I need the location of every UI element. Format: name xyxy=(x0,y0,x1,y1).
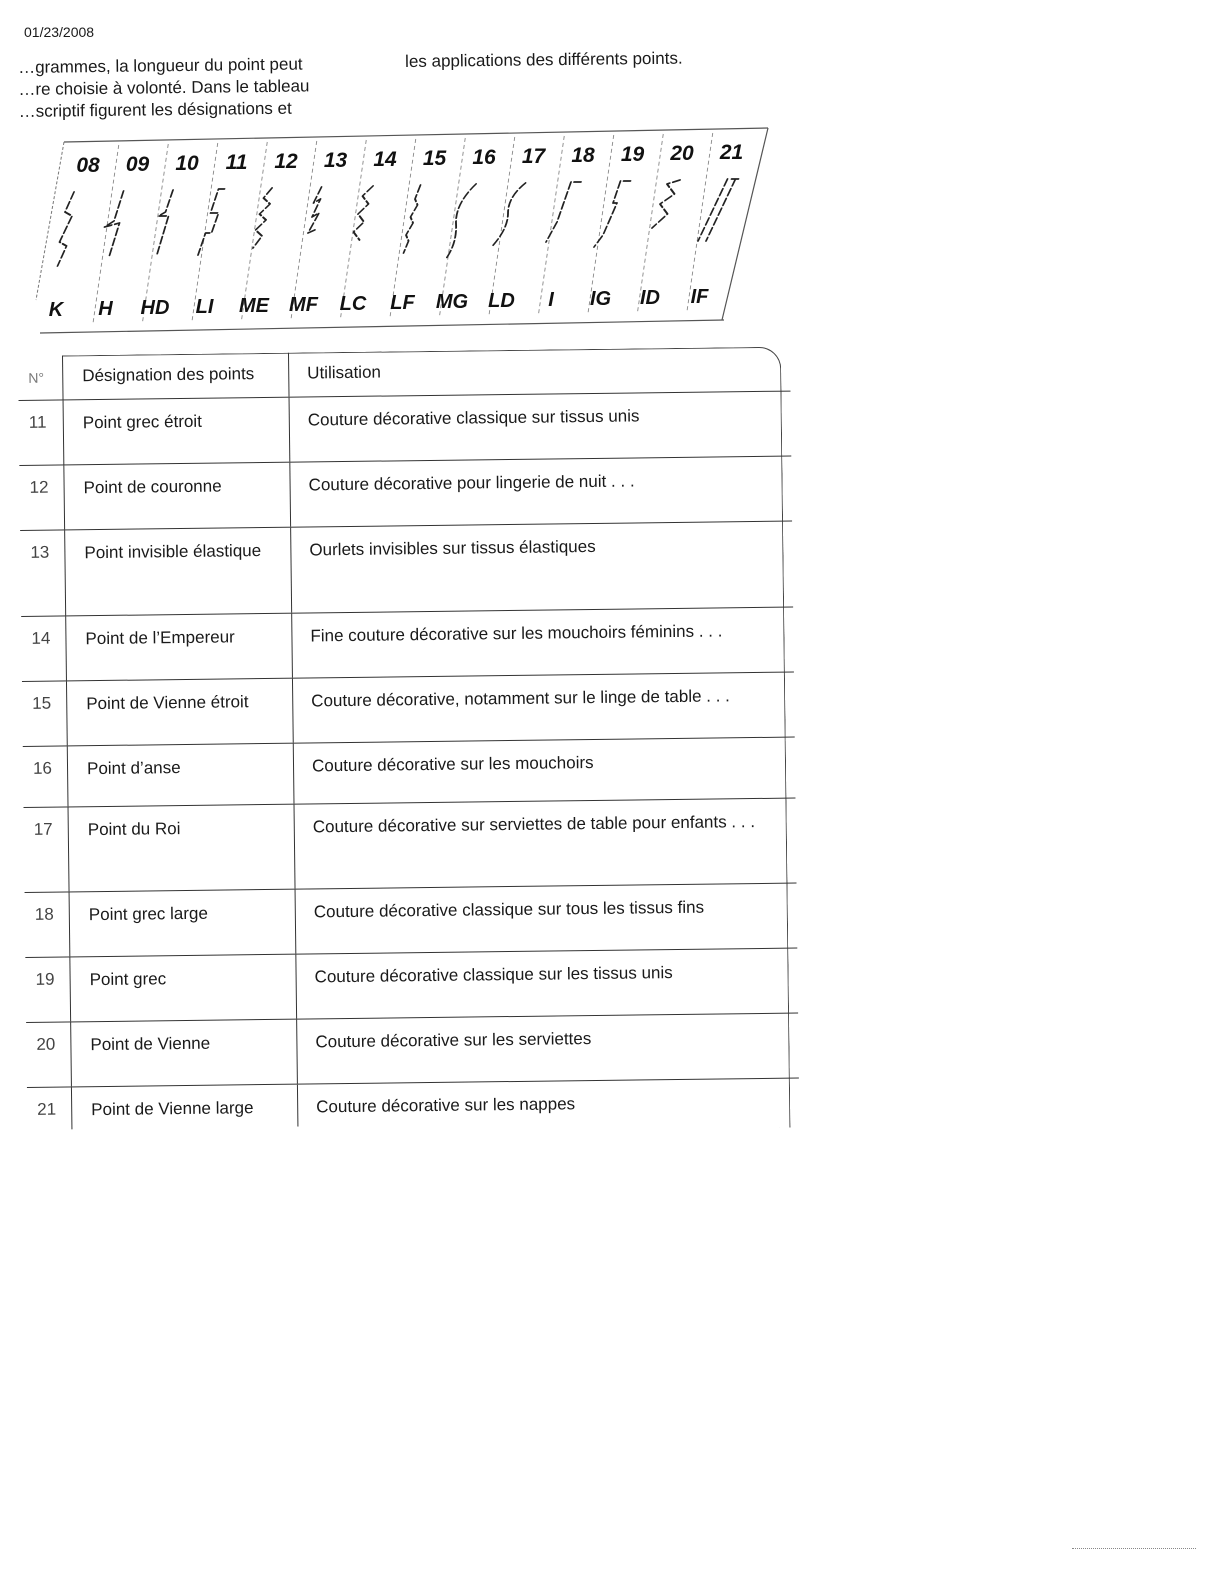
row-utilisation: Couture décorative, notamment sur le linge de table . . . xyxy=(292,673,795,743)
row-utilisation: Couture décorative classique sur tous les tissus fins xyxy=(295,884,798,954)
stitch-code-label: MG xyxy=(435,291,469,313)
table-row xyxy=(26,1014,799,1088)
chart-column-separator xyxy=(588,135,614,315)
stitch-number-label: 16 xyxy=(472,146,496,169)
stitch-number-label: 15 xyxy=(422,147,447,170)
row-designation: Point invisible élastique xyxy=(64,528,291,616)
stitch-number-label: 09 xyxy=(125,153,150,176)
table-row xyxy=(25,949,798,1023)
row-number: 16 xyxy=(32,758,53,778)
table-row xyxy=(24,799,797,893)
stitch-pattern-symbol xyxy=(52,192,80,266)
stitch-pattern-symbol xyxy=(198,189,224,255)
row-designation: Point grec étroit xyxy=(63,398,290,465)
row-designation: Point grec large xyxy=(69,890,296,957)
stitch-number-label: 14 xyxy=(373,148,397,171)
chart-column-separator xyxy=(439,138,465,318)
stitch-pattern-symbol xyxy=(352,186,373,240)
header-utilisation: Utilisation xyxy=(288,347,791,397)
row-designation: Point de Vienne large xyxy=(71,1085,297,1130)
table-row xyxy=(19,392,792,466)
stitch-code-label: HD xyxy=(140,297,170,319)
stitch-pattern-symbol xyxy=(546,182,581,242)
row-utilisation: Couture décorative pour lingerie de nuit . . . xyxy=(289,457,792,527)
stitch-table xyxy=(18,347,799,1130)
chart-left-edge xyxy=(36,142,64,300)
stitch-number-label: 21 xyxy=(719,141,744,164)
row-number: 17 xyxy=(33,819,53,839)
chart-right-edge xyxy=(722,128,768,320)
table-row xyxy=(25,884,798,958)
stitch-pattern-symbol xyxy=(594,181,630,247)
stitch-code-label: IF xyxy=(690,286,709,308)
intro-line: …re choisie à volonté. Dans le tableau xyxy=(18,76,310,99)
chart-column-separator xyxy=(192,143,218,323)
chart-column-separator xyxy=(291,141,317,321)
intro-line: …grammes, la longueur du point peut xyxy=(18,54,303,77)
table-row xyxy=(23,738,796,808)
table-row xyxy=(21,608,794,682)
chart-top-rule xyxy=(64,128,768,142)
row-utilisation: Fine couture décorative sur les mouchoirs féminins . . . xyxy=(291,608,794,678)
stitch-code-label: H xyxy=(98,298,113,320)
stitch-code-label: I xyxy=(548,289,554,311)
stitch-number-label: 17 xyxy=(521,145,546,168)
row-designation: Point de l’Empereur xyxy=(65,614,292,681)
row-number: 21 xyxy=(37,1099,57,1119)
stitch-number-label: 08 xyxy=(76,154,100,177)
stitch-number-label: 11 xyxy=(225,151,248,174)
row-utilisation: Couture décorative sur les mouchoirs xyxy=(293,738,796,804)
row-utilisation: Couture décorative sur les serviettes xyxy=(296,1014,799,1084)
stitch-number-label: 13 xyxy=(323,149,348,172)
chart-column-separator xyxy=(538,136,564,316)
stitch-pattern-symbol xyxy=(306,187,327,233)
row-utilisation: Ourlets invisibles sur tissus élastiques xyxy=(290,522,793,613)
stitch-pattern-symbol xyxy=(251,188,274,248)
row-utilisation: Couture décorative sur les nappes xyxy=(297,1079,799,1127)
chart-column-separator xyxy=(93,145,119,325)
stitch-code-label: ID xyxy=(640,287,660,309)
chart-column-separator xyxy=(390,139,416,319)
row-designation: Point de Vienne xyxy=(70,1020,297,1087)
intro-paragraph-right: les applications des différents points. xyxy=(405,48,683,71)
chart-column-separator xyxy=(340,140,366,320)
stitch-code-label: MF xyxy=(289,294,318,316)
stitch-pattern-symbol xyxy=(698,179,741,241)
row-number: 18 xyxy=(34,904,54,924)
table-row xyxy=(22,673,795,747)
stitch-number-label: 20 xyxy=(670,142,694,165)
row-number: 11 xyxy=(28,412,47,432)
stitch-code-label: IG xyxy=(589,288,612,310)
row-utilisation: Couture décorative classique sur tissus unis xyxy=(289,392,792,462)
row-number: 14 xyxy=(31,628,51,648)
row-utilisation: Couture décorative sur serviettes de table pour enfants . . . xyxy=(294,799,797,889)
row-designation: Point de Vienne étroit xyxy=(66,679,293,746)
row-designation: Point grec xyxy=(69,955,296,1022)
intro-paragraph-left xyxy=(18,53,359,123)
chart-column-separator xyxy=(687,133,713,313)
header-number: N° xyxy=(28,369,45,386)
row-number: 12 xyxy=(29,477,49,497)
stitch-number-label: 10 xyxy=(175,152,199,175)
row-number: 13 xyxy=(30,542,50,562)
chart-column-separator xyxy=(142,144,168,324)
row-designation: Point de couronne xyxy=(63,463,290,530)
chart-column-separator xyxy=(241,142,267,322)
header-designation: Désignation des points xyxy=(62,353,289,400)
row-number: 20 xyxy=(36,1034,56,1054)
row-designation: Point d’anse xyxy=(67,744,294,807)
table-row xyxy=(20,522,793,617)
stitch-code-label: K xyxy=(48,299,64,321)
row-utilisation: Couture décorative classique sur les tissus unis xyxy=(295,949,798,1019)
stitch-pattern-symbol xyxy=(652,180,680,228)
row-designation: Point du Roi xyxy=(68,805,295,892)
page-footer-rule xyxy=(1072,1548,1196,1549)
intro-line: …scriptif figurent les désignations et xyxy=(18,98,292,121)
table-row xyxy=(19,457,792,531)
stitch-code-label: ME xyxy=(239,295,269,317)
stitch-pattern-symbol xyxy=(97,191,127,257)
stitch-number-label: 18 xyxy=(571,144,595,167)
stitch-code-label: LD xyxy=(488,290,515,312)
stitch-pattern-symbol xyxy=(149,190,175,256)
document-date: 01/23/2008 xyxy=(24,24,95,40)
stitch-number-label: 12 xyxy=(274,150,298,173)
row-number: 19 xyxy=(35,969,55,989)
stitch-code-label: LF xyxy=(390,292,415,314)
stitch-pattern-symbol xyxy=(402,185,423,253)
chart-column-separator xyxy=(637,134,663,314)
stitch-code-label: LC xyxy=(339,293,367,315)
stitch-pattern-symbol xyxy=(445,184,476,260)
chart-column-separator xyxy=(489,137,515,317)
stitch-number-label: 19 xyxy=(620,143,645,166)
row-number: 15 xyxy=(32,693,52,713)
stitch-code-label: LI xyxy=(195,296,214,318)
chart-bottom-rule xyxy=(40,320,724,333)
stitch-pattern-symbol xyxy=(492,183,526,247)
